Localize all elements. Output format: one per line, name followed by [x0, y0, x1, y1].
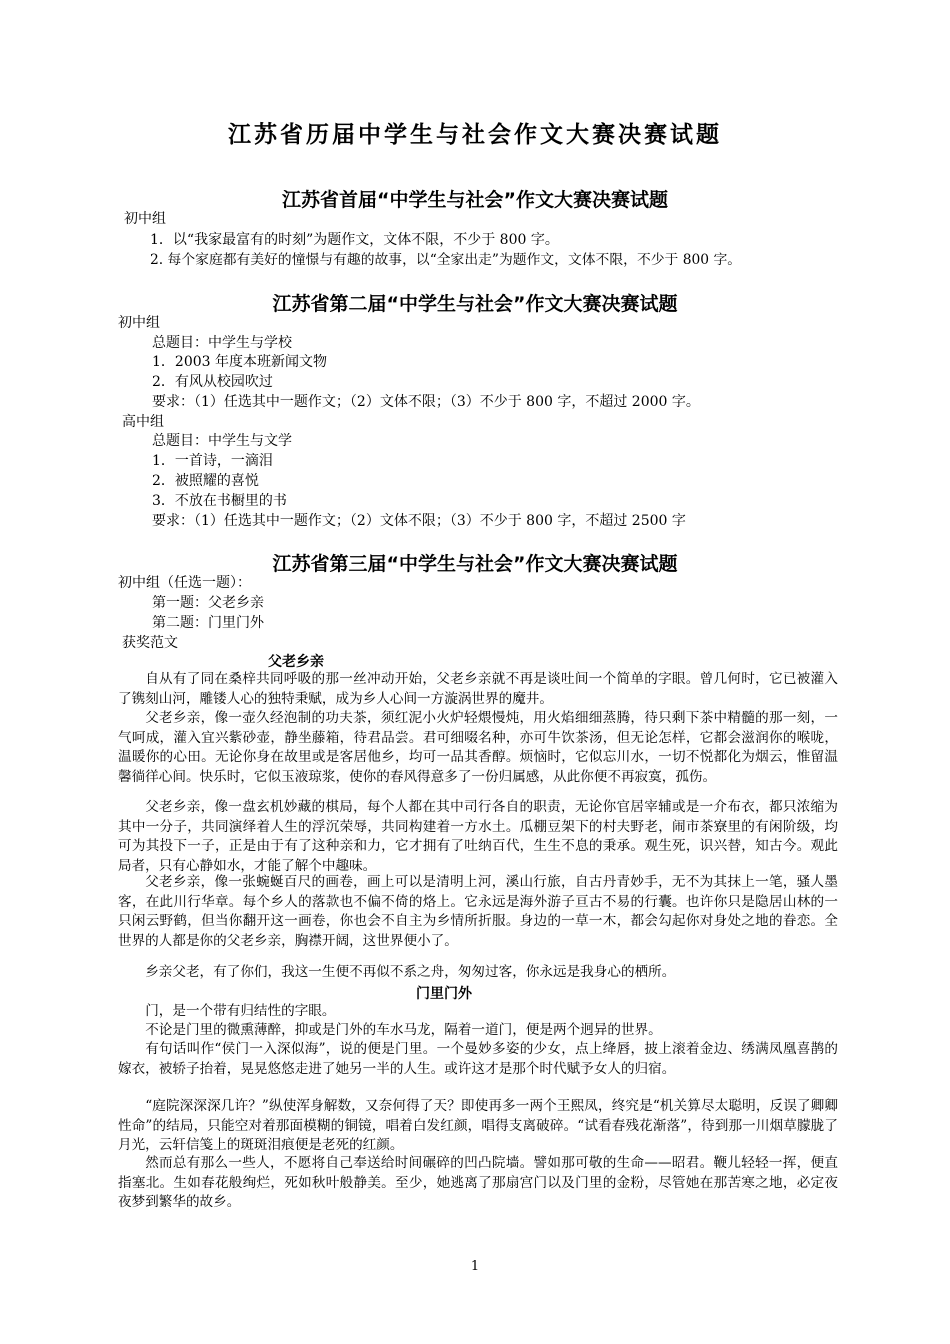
essay-paragraph: 门，是一个带有归结性的字眼。 — [145, 1003, 336, 1019]
question-line: 1．2003 年度本班新闻文物 — [152, 354, 327, 370]
essay-paragraph: 父老乡亲，像一壶久经泡制的功夫茶，须红泥小火炉轻煨慢炖，用火焰细细蒸腾，待只剩下茶中精髓的那一刻，一气呵成，灌入宜兴紫砂壶，静坐藤箱，待君品尝。君可细啜名种，亦可牛饮茶汤，但无论怎样，它都会滋润你的喉咙，温暖你的心田。无论你身在故里或是客居他乡，均可一品其香醇。烦恼时，它似忘川水，一切不悦都化为烟云，惟留温馨徜徉心间。快乐时，它似玉液琼浆，使你的春风得意多了一份归属感，从此你便不再寂寞，孤伤。 — [118, 710, 838, 785]
essay-title: 父老乡亲 — [268, 654, 324, 670]
essay-paragraph: 自从有了同在桑梓共同呼吸的那一丝冲动开始，父老乡亲就不再是谈吐间一个简单的字眼。曾几何时，它已被灌入了镌刻山河，雕镂人心的独特秉赋，成为乡人心间一方漩涡世界的魔井。 — [118, 671, 838, 707]
sample-essays-label: 获奖范文 — [122, 635, 178, 651]
essay-paragraph: 乡亲父老，有了你们，我这一生便不再似不系之舟，匆匆过客，你永远是我身心的栖所。 — [145, 964, 676, 980]
essay-title: 门里门外 — [416, 986, 472, 1002]
question-line: 3．不放在书橱里的书 — [152, 493, 287, 509]
section-title-second: 江苏省第二届“中学生与社会”作文大赛决赛试题 — [272, 293, 678, 315]
question-line: 2．有风从校园吹过 — [152, 374, 273, 390]
essay-paragraph: “庭院深深深几许？”纵使浑身解数，又奈何得了天？即使再多一两个王熙凤，终究是“机关算尽太聪明，反误了卿卿性命”的结局，只能空对着那面模糊的铜镜，唱着白发红颜，唱得支离破碎。“试看春残花渐落”，待到那一川烟草朦胧了月光，云轩信笺上的斑斑泪痕便是老死的红颜。 — [118, 1098, 838, 1153]
group-label: 初中组 — [118, 315, 160, 331]
document-title: 江苏省历届中学生与社会作文大赛决赛试题 — [228, 121, 722, 148]
essay-paragraph: 不论是门里的微熏薄醉，抑或是门外的车水马龙，隔着一道门，便是两个迥异的世界。 — [145, 1022, 662, 1038]
section-title-first: 江苏省首届“中学生与社会”作文大赛决赛试题 — [282, 189, 668, 211]
topic-line: 总题目：中学生与文学 — [152, 433, 292, 449]
section-title-third: 江苏省第三届“中学生与社会”作文大赛决赛试题 — [272, 553, 678, 575]
topic-line: 总题目：中学生与学校 — [152, 335, 292, 351]
question-line: 2．被照耀的喜悦 — [152, 473, 259, 489]
question-line: 1．以“我家最富有的时刻”为题作文，文体不限，不少于 800 字。 — [150, 232, 559, 248]
page-number: 1 — [470, 1259, 480, 1274]
requirement-line: 要求：（1）任选其中一题作文；（2）文体不限；（3）不少于 800 字，不超过 2000 字。 — [152, 394, 700, 410]
requirement-line: 要求：（1）任选其中一题作文；（2）文体不限；（3）不少于 800 字，不超过 2500 字 — [152, 513, 686, 529]
essay-paragraph: 然而总有那么一些人，不愿将自己奉送给时间碾碎的凹凸院墙。譬如那可敬的生命——昭君。鞭儿轻轻一挥，便直指塞北。生如春花般绚烂，死如秋叶般静美。至少，她逃离了那扇宫门以及门里的金粉，尽管她在那苦寒之地，必定夜夜梦到繁华的故乡。 — [118, 1155, 838, 1210]
question-line: 第二题：门里门外 — [152, 615, 264, 631]
essay-paragraph: 有句话叫作“侯门一入深似海”，说的便是门里。一个曼妙多姿的少女，点上绛唇，披上滚着金边、绣满凤凰喜鹊的嫁衣，被轿子抬着，晃晃悠悠走进了她另一半的人生。或许这才是那个时代赋予女人的归宿。 — [118, 1041, 838, 1077]
question-line: 第一题：父老乡亲 — [152, 595, 264, 611]
group-label: 初中组 — [124, 211, 166, 227]
essay-paragraph: 父老乡亲，像一张蜿蜒百尺的画卷，画上可以是清明上河，溪山行旅，自古丹青妙手，无不为其抹上一笔，骚人墨客，在此川行华章。每个乡人的落款也不偏不倚的烙上。它永远是海外游子亘古不易的行囊。也许你只是隐居山林的一只闲云野鹤，但当你翻开这一画卷，你也会不自主为乡情所折服。身边的一草一木，都会勾起你对身处之地的眷恋。全世界的人都是你的父老乡亲，胸襟开阔，这世界便小了。 — [118, 874, 838, 949]
group-label: 初中组（任选一题）： — [118, 575, 251, 591]
essay-paragraph: 父老乡亲，像一盘玄机妙藏的棋局，每个人都在其中司行各自的职责，无论你官居宰辅或是一介布衣，都只浓缩为其中一分子，共同演绎着人生的浮沉荣辱，共同构建着一方水土。瓜棚豆架下的村夫野老，闹市茶寮里的有闲阶级，均可为其投下一子，正是由于有了这种亲和力，它才拥有了吐纳百代，生生不息的秉承。观生死，识兴替，知古今。观此局者，只有心静如水，才能了解个中趣味。 — [118, 799, 838, 874]
group-label: 高中组 — [122, 414, 164, 430]
question-line: 2. 每个家庭都有美好的憧憬与有趣的故事，以“全家出走”为题作文，文体不限，不少于 800 字。 — [150, 252, 742, 268]
question-line: 1．一首诗，一滴泪 — [152, 453, 273, 469]
